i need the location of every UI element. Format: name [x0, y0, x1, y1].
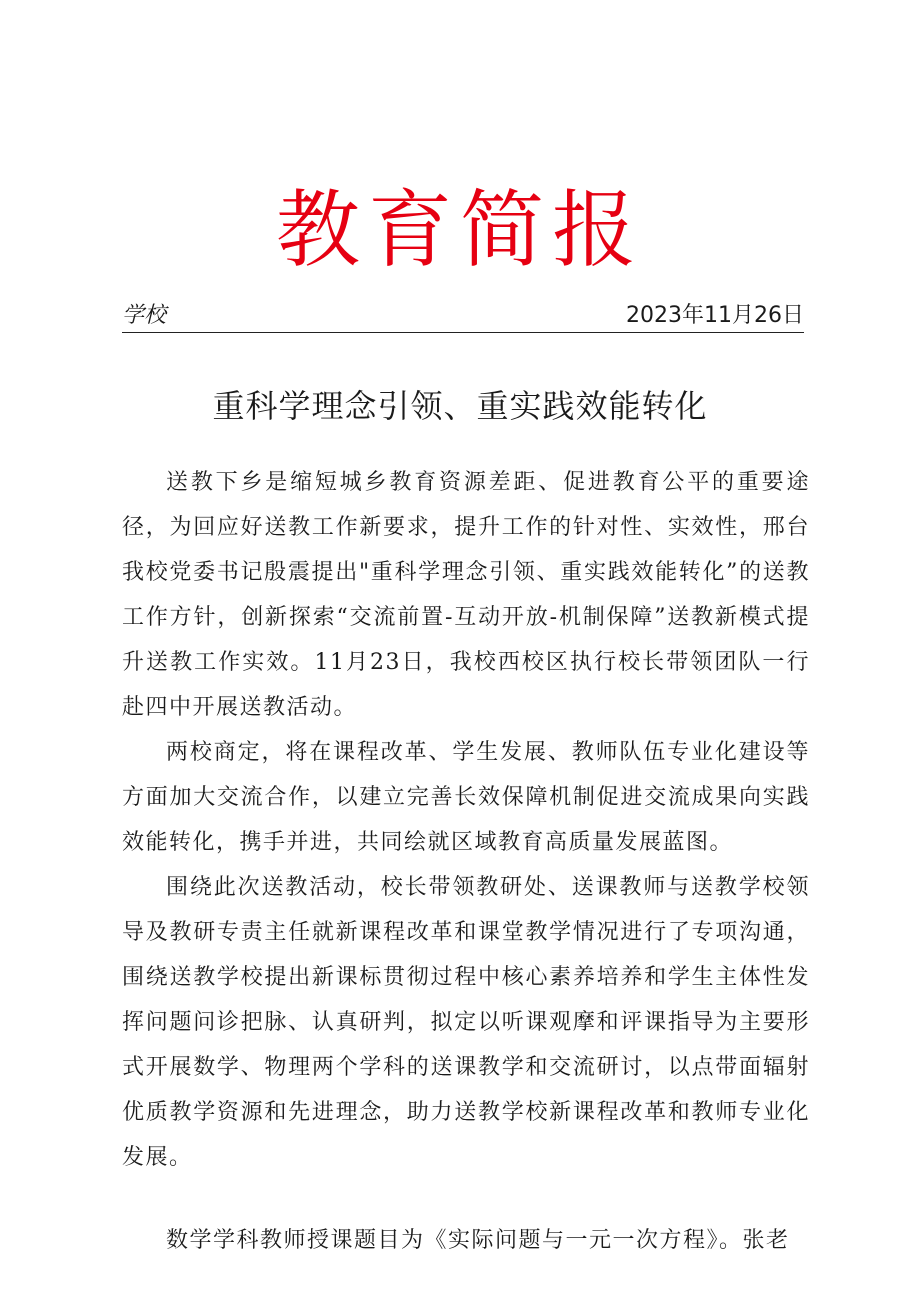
article-paragraph: 数学学科教师授课题目为《实际问题与一元一次方程》。张老 — [166, 1228, 790, 1253]
article-paragraph: 两校商定，将在课程改革、学生发展、教师队伍专业化建设等方面加大交流合作，以建立完善长效保障机制促进交流成果向实践效能转化，携手并进，共同绘就区域教育高质量发展蓝图。 — [122, 740, 810, 855]
article-paragraph: 送教下乡是缩短城乡教育资源差距、促进教育公平的重要途径，为回应好送教工作新要求，提升工作的针对性、实效性，邢台我校党委书记殷震提出"重科学理念引领、重实践效能转化”的送教工作方针，创新探索“交流前置-互动开放-机制保障”送教新模式提升送教工作实效。11月23日，我校西校区执行校长带领团队一行赴四中开展送教活动。 — [122, 470, 810, 720]
article-paragraph: 围绕此次送教活动，校长带领教研处、送课教师与送教学校领导及教研专责主任就新课程改革和课堂教学情况进行了专项沟通，围绕送教学校提出新课标贯彻过程中核心素养培养和学生主体性发挥问题问诊把脉、认真研判，拟定以听课观摩和评课指导为主要形式开展数学、物理两个学科的送课教学和交流研讨，以点带面辐射优质教学资源和先进理念，助力送教学校新课程改革和教师专业化发展。 — [122, 875, 810, 1170]
issue-date: 2023年11月26日 — [626, 303, 804, 328]
info-row — [122, 300, 804, 333]
article-body — [122, 460, 810, 1263]
masthead-title: 教育简报 — [275, 181, 644, 279]
school-label: 学校 — [122, 303, 167, 328]
article-headline: 重科学理念引领、重实践效能转化 — [212, 387, 708, 425]
